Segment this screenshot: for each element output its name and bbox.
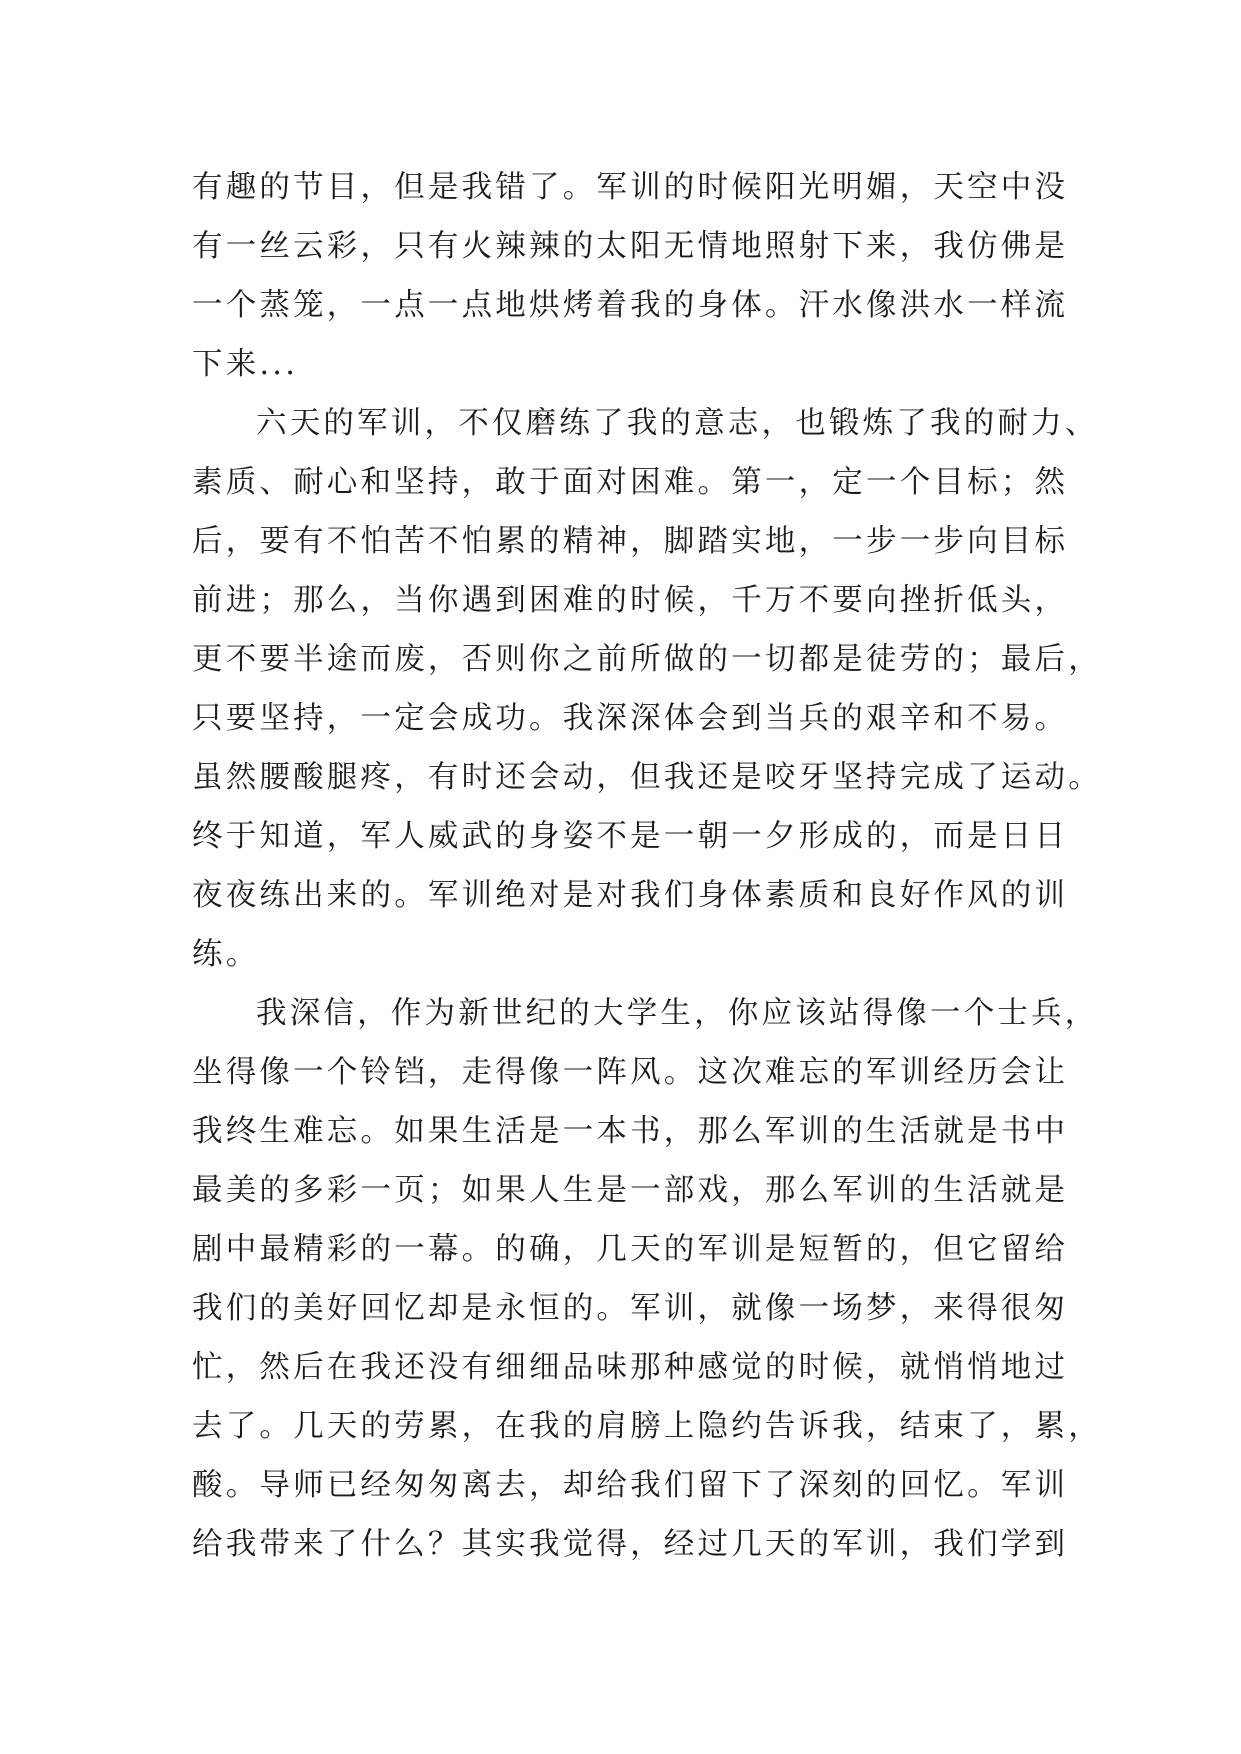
- text-line: 有一丝云彩，只有火辣辣的太阳无情地照射下来，我仿佛是: [192, 229, 1069, 264]
- text-line: 夜夜练出来的。军训绝对是对我们身体素质和良好作风的训: [192, 878, 1069, 913]
- text-line: 忙，然后在我还没有细细品味那种感觉的时候，就悄悄地过: [192, 1350, 1069, 1385]
- text-line: 我们的美好回忆却是永恒的。军训，就像一场梦，来得很匆: [192, 1291, 1069, 1326]
- text-line: 更不要半途而废，否则你之前所做的一切都是徒劳的；最后，: [192, 642, 1102, 677]
- text-line: 坐得像一个铃铛，走得像一阵风。这次难忘的军训经历会让: [192, 1055, 1069, 1090]
- text-line: 素质、耐心和坚持，敢于面对困难。第一，定一个目标；然: [192, 465, 1069, 500]
- text-line: 我终生难忘。如果生活是一本书，那么军训的生活就是书中: [192, 1114, 1069, 1149]
- text-line: 后，要有不怕苦不怕累的精神，脚踏实地，一步一步向目标: [192, 524, 1069, 559]
- text-line: 虽然腰酸腿疼，有时还会动，但我还是咬牙坚持完成了运动。: [192, 760, 1102, 795]
- text-line: 酸。导师已经匆匆离去，却给我们留下了深刻的回忆。军训: [192, 1468, 1069, 1503]
- text-line: 给我带来了什么？其实我觉得，经过几天的军训，我们学到: [192, 1527, 1069, 1562]
- text-line: 有趣的节目，但是我错了。军训的时候阳光明媚，天空中没: [192, 170, 1069, 205]
- text-line: 下来...: [192, 347, 299, 382]
- text-line: 去了。几天的劳累，在我的肩膀上隐约告诉我，结束了，累，: [192, 1409, 1102, 1444]
- text-line: 剧中最精彩的一幕。的确，几天的军训是短暂的，但它留给: [192, 1232, 1069, 1267]
- text-line: 只要坚持，一定会成功。我深深体会到当兵的艰辛和不易。: [192, 701, 1069, 736]
- text-line: 一个蒸笼，一点一点地烘烤着我的身体。汗水像洪水一样流: [192, 288, 1069, 323]
- text-line: 终于知道，军人威武的身姿不是一朝一夕形成的，而是日日: [192, 819, 1069, 854]
- text-line: 前进；那么，当你遇到困难的时候，千万不要向挫折低头，: [192, 583, 1069, 618]
- text-line: 六天的军训，不仅磨练了我的意志，也锻炼了我的耐力、: [256, 406, 1099, 441]
- text-line: 最美的多彩一页；如果人生是一部戏，那么军训的生活就是: [192, 1173, 1069, 1208]
- text-line: 练。: [192, 937, 260, 972]
- text-line: 我深信，作为新世纪的大学生，你应该站得像一个士兵，: [256, 996, 1099, 1031]
